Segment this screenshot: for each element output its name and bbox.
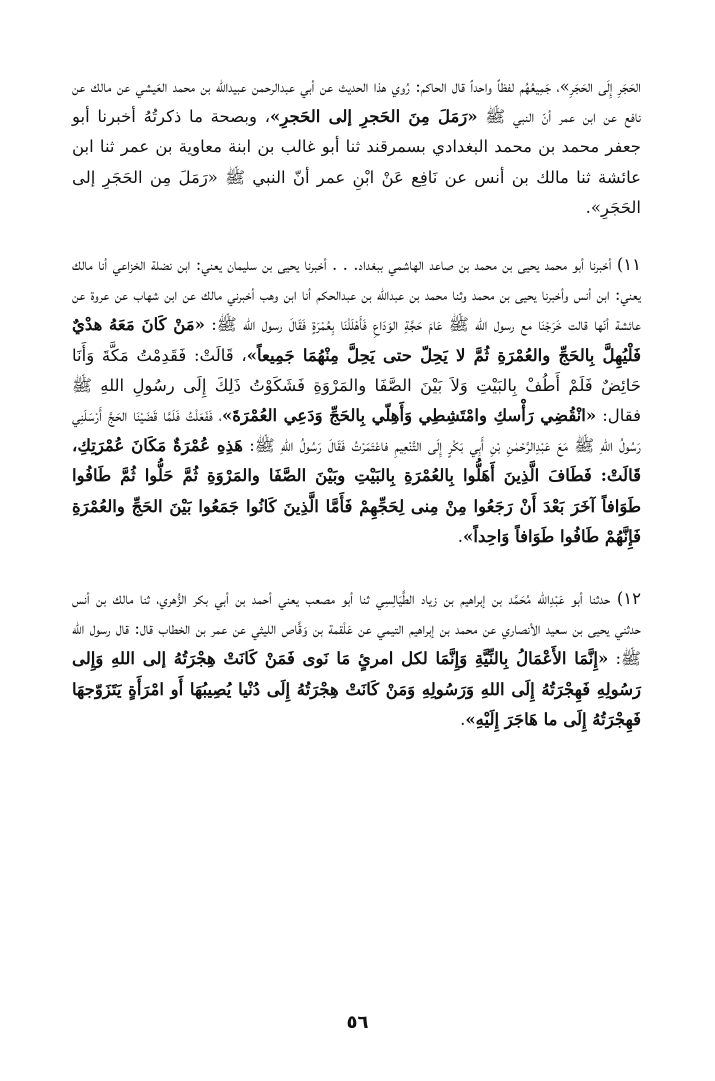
- text-segment: ١٢) حدثنا أبو عَبْدِالله مُحَمَّد بن إبراهيم بن زياد الطَّيَالِسِي ثنا أبو مصعب يعني أحمد بن أبي بكر الزُّهري، ثنا مالك بن أنس حدثني يحيى بن سعيد الأنصاري عن محمد بن إبراهيم التيمي عن عَلْقمة بن وَقَّاص الليثي عن عمر بن الخطاب قال: قال رسول الله ﷺ:: [72, 589, 641, 669]
- paragraph-gap: [72, 223, 641, 250]
- text-segment: .: [460, 709, 466, 729]
- page-number: ٥٦: [346, 1012, 369, 1033]
- hadith-quote: «إِنَّمَا الأَعْمَالُ بِالنِّيَّةِ وَإِنَّمَا لكل امرئٍ مَا نَوى فَمَنْ كَانَتْ هِجْرَتُهُ إلى اللهِ وَإِلى رَسُولِهِ فَهِجْرَتُهُ إِلَى اللهِ وَرَسُولِهِ وَمَنْ كَانَتْ هِجْرَتُهُ إِلَى دُنْيا يُصِيبُهَا أَو امْرَأَةٍ يَتَزَوّجهَا فَهِجْرَتُهُ إِلَى ما هَاجَرَ إِلَيْهِ»: [72, 649, 641, 729]
- text-segment: ١١) أخبرنا أبو محمد يحيى بن محمد بن صاعد الهاشمي ببغداد. . . أخبرنا يحيى بن سليمان يعني: ابن نضلة الخزاعي أنا مالك يعني: ابن أنس وأخبرنا يحيى بن محمد وثنا محمد بن عبدالله بن عبدالحكم أنا ابن وهب أخبرني مالك عن ابن شهاب عن عروة عن عائشة أنّها قالت خَرَجْنَا مع رسول الله ﷺ عَامَ حَجَّةِ الوَدَاعِ فَأَهْلَلْنَا بِعُمْرَةٍ فَقَالَ رسول الله ﷺ:: [72, 255, 641, 335]
- paragraph-hadith-11: [72, 250, 641, 552]
- text-segment: ، وبصحة ما ذكرتُهُ أخبرنا أبو جعفر محمد بن محمد البغدادي بسمرقند ثنا أبو غالب بن ابنة معاوية بن عمر ثنا ابن عائشة ثنا مالك بن أنس عن نَافِع عَنْ ابْنِ عمر أنّ النبي ﷺ «رَمَلَ مِن الحَجَرِ إلى الحَجَرِ».: [72, 107, 641, 217]
- paragraph-gap: [72, 552, 641, 584]
- hadith-quote: «انْقُضِي رَأْسكِ وامْتَشِطِي وَأَهِلّي بِالحَجِّ وَدَعِي العُمْرَةَ»: [221, 406, 597, 426]
- hadith-quote: هَذِهِ عُمْرَةٌ مَكَانَ عُمْرَتِكِ، قَالَتْ: فَطَافَ الَّذِينَ أَهَلُّوا بِالعُمْرَةِ بِالبَيْتِ وبَيْنَ الصَّفَا والمَرْوَةِ ثُمَّ حَلُّوا ثُمَّ طَافُوا طَوَافاً آخَرَ بَعْدَ أَنْ رَجَعُوا مِنْ مِنى لِحَجِّهِمْ فَأَمَّا الَّذِينَ كَانُوا جَمَعُوا بَيْنَ الحَجِّ والعُمْرَةِ فَإِنَّهُمْ طَافُوا طَوَافاً وَاحِداً»: [72, 436, 641, 546]
- paragraph-hadith-12: [72, 584, 641, 735]
- paragraph-hadith-10-end: [72, 72, 641, 223]
- text-segment: ، قَالَتْ: فَقَدِمْتُ مَكَّةَ وَأَنَا حَائِضٌ فَلَمْ أَطُفْ بِالبَيْتِ وَلاَ بَيْنَ الصَّفَا والمَرْوَةِ فَشَكَوْتُ ذَلِكَ إِلَى رسُولِ اللهِ ﷺ فقال:: [72, 345, 642, 426]
- text-segment: الحَجَرِ إِلَى الحَجَرِ»، جَمِيعُهُم لفظاً واحداً قال الحاكم: رُوي هذا الحديث عن أبي عبدالرحمن عبيدالله بن محمد العَيشي عن مالك عن نافع عن ابن عمر أنّ النبي ﷺ: [72, 77, 642, 127]
- hadith-quote: «مَنْ كَانَ مَعَهُ هدْيٌ فَلْيُهِلَّ بِالحَجِّ والعُمْرَةِ ثُمَّ لا يَحِلّ حتى يَحِلَّ مِنْهُمَا جَمِيعاً»: [72, 315, 641, 365]
- hadith-quote: «رَمَلَ مِنَ الحَجرِ إلى الحَجرِ»: [270, 107, 478, 127]
- text-segment: ، فَفَعَلْتُ فَلَمَّا قَضَيْنَا الحَجَّ أَرْسَلَنِي رَسُولُ اللهِ ﷺ مَعَ عَبْدِالرَّحْمٰنِ بْنِ أَبِي بَكْرٍ إِلَى التَّنْعِيمِ فاعْتَمَرْتُ فَقَالَ رَسُولُ اللهِ ﷺ:: [72, 406, 641, 456]
- text-segment: .: [457, 526, 464, 546]
